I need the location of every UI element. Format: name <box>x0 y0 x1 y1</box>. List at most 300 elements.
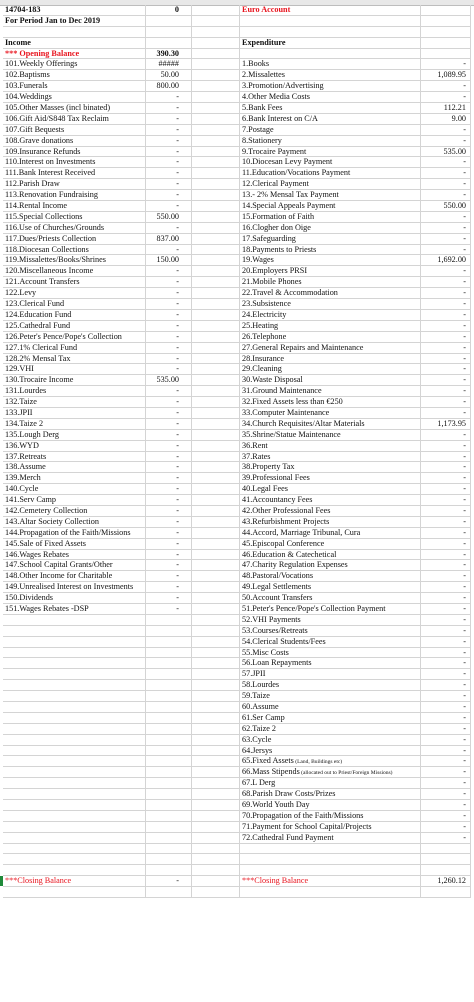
income-item-label[interactable]: 149.Unrealised Interest on Investments <box>3 582 146 592</box>
empty-cell[interactable] <box>192 408 240 418</box>
expenditure-item-label[interactable] <box>240 255 421 265</box>
empty-cell[interactable] <box>3 833 146 843</box>
expenditure-item-value[interactable]: - <box>421 59 471 69</box>
expenditure-item-label[interactable] <box>240 190 421 200</box>
empty-cell[interactable] <box>3 724 146 734</box>
expenditure-item-value[interactable]: - <box>421 484 471 494</box>
expenditure-item-label[interactable] <box>240 713 421 723</box>
expenditure-item-value[interactable]: - <box>421 179 471 189</box>
expenditure-item-label[interactable] <box>240 266 421 276</box>
empty-cell[interactable] <box>192 343 240 353</box>
expenditure-item-label[interactable] <box>240 746 421 756</box>
empty-cell[interactable] <box>192 255 240 265</box>
expenditure-item-value[interactable]: - <box>421 658 471 668</box>
expenditure-item-label[interactable] <box>240 833 421 843</box>
expenditure-item-value[interactable]: - <box>421 582 471 592</box>
empty-cell[interactable] <box>192 571 240 581</box>
income-item-label[interactable]: 115.Special Collections <box>3 212 146 222</box>
empty-cell[interactable] <box>192 648 240 658</box>
expenditure-item-value[interactable]: - <box>421 310 471 320</box>
income-item-value[interactable]: 150.00 <box>146 255 192 265</box>
empty-cell[interactable] <box>192 5 240 15</box>
expenditure-item-label[interactable] <box>240 735 421 745</box>
expenditure-item-value[interactable]: - <box>421 767 471 777</box>
expenditure-item-value[interactable]: - <box>421 822 471 832</box>
empty-cell[interactable] <box>192 201 240 211</box>
expenditure-item-value[interactable]: 535.00 <box>421 147 471 157</box>
empty-cell[interactable] <box>192 332 240 342</box>
empty-cell[interactable] <box>192 59 240 69</box>
expenditure-item-label[interactable] <box>240 702 421 712</box>
expenditure-item-label[interactable] <box>240 408 421 418</box>
empty-cell[interactable] <box>146 38 192 48</box>
expenditure-item-label[interactable] <box>240 789 421 799</box>
empty-cell[interactable] <box>192 582 240 592</box>
expenditure-item-value[interactable]: - <box>421 724 471 734</box>
expenditure-item-value[interactable]: 550.00 <box>421 201 471 211</box>
income-item-value[interactable]: - <box>146 419 192 429</box>
expenditure-item-value[interactable]: - <box>421 136 471 146</box>
account-code[interactable]: 14704-183 <box>3 5 146 15</box>
income-item-value[interactable]: - <box>146 495 192 505</box>
empty-cell[interactable] <box>192 299 240 309</box>
expenditure-item-label[interactable] <box>240 288 421 298</box>
empty-cell[interactable] <box>192 462 240 472</box>
expenditure-item-label[interactable] <box>240 419 421 429</box>
expenditure-item-label[interactable] <box>240 92 421 102</box>
income-item-value[interactable]: 800.00 <box>146 81 192 91</box>
empty-cell[interactable] <box>421 844 471 854</box>
expenditure-item-value[interactable]: 1,692.00 <box>421 255 471 265</box>
income-item-value[interactable]: - <box>146 103 192 113</box>
income-item-value[interactable]: - <box>146 321 192 331</box>
empty-cell[interactable] <box>3 691 146 701</box>
income-item-label[interactable]: 150.Dividends <box>3 593 146 603</box>
empty-cell[interactable] <box>192 789 240 799</box>
income-item-label[interactable]: 109.Insurance Refunds <box>3 147 146 157</box>
empty-cell[interactable] <box>192 441 240 451</box>
income-item-value[interactable]: - <box>146 245 192 255</box>
empty-cell[interactable] <box>192 811 240 821</box>
expenditure-item-label[interactable] <box>240 811 421 821</box>
income-item-value[interactable]: - <box>146 506 192 516</box>
income-item-value[interactable]: - <box>146 190 192 200</box>
expenditure-item-value[interactable]: - <box>421 288 471 298</box>
expenditure-item-value[interactable]: - <box>421 778 471 788</box>
income-item-label[interactable]: 143.Altar Society Collection <box>3 517 146 527</box>
expenditure-item-label[interactable] <box>240 212 421 222</box>
income-item-value[interactable]: - <box>146 364 192 374</box>
income-item-value[interactable]: - <box>146 604 192 614</box>
empty-cell[interactable] <box>146 887 192 897</box>
expenditure-item-value[interactable]: - <box>421 168 471 178</box>
expenditure-item-value[interactable]: - <box>421 713 471 723</box>
income-item-value[interactable]: - <box>146 517 192 527</box>
expenditure-item-label[interactable] <box>240 615 421 625</box>
expenditure-item-label[interactable] <box>240 767 421 777</box>
expenditure-item-value[interactable]: - <box>421 408 471 418</box>
empty-cell[interactable] <box>192 190 240 200</box>
income-item-value[interactable]: - <box>146 147 192 157</box>
income-item-label[interactable]: 132.Taize <box>3 397 146 407</box>
empty-cell[interactable] <box>192 364 240 374</box>
empty-cell[interactable] <box>146 713 192 723</box>
empty-cell[interactable] <box>146 648 192 658</box>
income-item-label[interactable]: 118.Diocesan Collections <box>3 245 146 255</box>
period-label[interactable]: For Period Jan to Dec 2019 <box>3 16 146 26</box>
expenditure-item-value[interactable]: - <box>421 648 471 658</box>
expenditure-item-value[interactable]: - <box>421 354 471 364</box>
income-item-value[interactable]: - <box>146 441 192 451</box>
expenditure-item-label[interactable] <box>240 495 421 505</box>
empty-cell[interactable] <box>192 506 240 516</box>
income-item-label[interactable]: 127.1% Clerical Fund <box>3 343 146 353</box>
empty-cell[interactable] <box>146 865 192 875</box>
empty-cell[interactable] <box>3 844 146 854</box>
empty-cell[interactable] <box>421 49 471 59</box>
empty-cell[interactable] <box>146 854 192 864</box>
empty-cell[interactable] <box>192 245 240 255</box>
income-item-label[interactable]: 133.JPII <box>3 408 146 418</box>
empty-cell[interactable] <box>192 495 240 505</box>
expenditure-item-label[interactable] <box>240 506 421 516</box>
empty-cell[interactable] <box>421 887 471 897</box>
empty-cell[interactable] <box>146 822 192 832</box>
income-item-value[interactable]: - <box>146 560 192 570</box>
income-item-label[interactable]: 103.Funerals <box>3 81 146 91</box>
account-flag[interactable]: 0 <box>146 5 192 15</box>
income-item-label[interactable]: 112.Parish Draw <box>3 179 146 189</box>
expenditure-heading[interactable]: Expenditure <box>240 38 421 48</box>
empty-cell[interactable] <box>3 702 146 712</box>
empty-cell[interactable] <box>146 767 192 777</box>
expenditure-item-label[interactable] <box>240 724 421 734</box>
expenditure-item-value[interactable]: - <box>421 669 471 679</box>
income-item-value[interactable]: - <box>146 539 192 549</box>
expenditure-item-value[interactable]: - <box>421 800 471 810</box>
empty-cell[interactable] <box>146 833 192 843</box>
expenditure-item-label[interactable] <box>240 125 421 135</box>
expenditure-item-label[interactable] <box>240 550 421 560</box>
income-item-label[interactable]: 126.Peter's Pence/Pope's Collection <box>3 332 146 342</box>
income-item-label[interactable]: 135.Lough Derg <box>3 430 146 440</box>
income-item-label[interactable]: 117.Dues/Priests Collection <box>3 234 146 244</box>
empty-cell[interactable] <box>192 223 240 233</box>
income-item-label[interactable]: 106.Gift Aid/S848 Tax Reclaim <box>3 114 146 124</box>
empty-cell[interactable] <box>3 756 146 766</box>
income-item-label[interactable]: 124.Education Fund <box>3 310 146 320</box>
expenditure-item-label[interactable] <box>240 800 421 810</box>
empty-cell[interactable] <box>192 473 240 483</box>
empty-cell[interactable] <box>192 560 240 570</box>
empty-cell[interactable] <box>192 746 240 756</box>
expenditure-item-value[interactable]: 112.21 <box>421 103 471 113</box>
expenditure-item-value[interactable]: - <box>421 746 471 756</box>
expenditure-item-value[interactable]: - <box>421 462 471 472</box>
empty-cell[interactable] <box>146 615 192 625</box>
income-item-value[interactable]: - <box>146 332 192 342</box>
income-item-value[interactable]: - <box>146 593 192 603</box>
empty-cell[interactable] <box>192 767 240 777</box>
expenditure-item-label[interactable] <box>240 539 421 549</box>
income-item-label[interactable]: 107.Gift Bequests <box>3 125 146 135</box>
empty-cell[interactable] <box>192 724 240 734</box>
expenditure-item-value[interactable]: - <box>421 626 471 636</box>
expenditure-item-label[interactable] <box>240 669 421 679</box>
expenditure-item-value[interactable]: - <box>421 833 471 843</box>
empty-cell[interactable] <box>192 81 240 91</box>
income-item-value[interactable]: - <box>146 125 192 135</box>
empty-cell[interactable] <box>192 691 240 701</box>
empty-cell[interactable] <box>3 822 146 832</box>
income-item-label[interactable]: 108.Grave donations <box>3 136 146 146</box>
empty-cell[interactable] <box>3 800 146 810</box>
expenditure-item-label[interactable] <box>240 452 421 462</box>
currency-label[interactable]: Euro Account <box>240 5 421 15</box>
expenditure-item-value[interactable]: - <box>421 789 471 799</box>
expenditure-item-label[interactable] <box>240 310 421 320</box>
empty-cell[interactable] <box>192 321 240 331</box>
empty-cell[interactable] <box>146 27 192 37</box>
expenditure-item-value[interactable]: - <box>421 386 471 396</box>
expenditure-item-value[interactable]: - <box>421 735 471 745</box>
expenditure-item-label[interactable] <box>240 103 421 113</box>
income-item-value[interactable]: - <box>146 277 192 287</box>
empty-cell[interactable] <box>192 800 240 810</box>
income-item-label[interactable]: 110.Interest on Investments <box>3 157 146 167</box>
empty-cell[interactable] <box>192 168 240 178</box>
income-item-value[interactable]: 837.00 <box>146 234 192 244</box>
expenditure-item-label[interactable] <box>240 332 421 342</box>
empty-cell[interactable] <box>192 125 240 135</box>
income-item-value[interactable]: - <box>146 582 192 592</box>
empty-cell[interactable] <box>192 430 240 440</box>
income-item-value[interactable]: - <box>146 114 192 124</box>
expenditure-item-value[interactable]: - <box>421 637 471 647</box>
empty-cell[interactable] <box>3 767 146 777</box>
income-item-label[interactable]: 144.Propagation of the Faith/Missions <box>3 528 146 538</box>
empty-cell[interactable] <box>3 789 146 799</box>
expenditure-item-label[interactable] <box>240 441 421 451</box>
income-item-value[interactable]: 50.00 <box>146 70 192 80</box>
empty-cell[interactable] <box>192 702 240 712</box>
empty-cell[interactable] <box>192 876 240 886</box>
expenditure-item-label[interactable] <box>240 593 421 603</box>
empty-cell[interactable] <box>146 746 192 756</box>
expenditure-item-value[interactable]: - <box>421 397 471 407</box>
income-item-value[interactable]: - <box>146 473 192 483</box>
empty-cell[interactable] <box>146 680 192 690</box>
empty-cell[interactable] <box>192 713 240 723</box>
expenditure-item-label[interactable] <box>240 430 421 440</box>
empty-cell[interactable] <box>192 70 240 80</box>
expenditure-item-value[interactable]: - <box>421 550 471 560</box>
empty-cell[interactable] <box>3 658 146 668</box>
empty-cell[interactable] <box>192 354 240 364</box>
expenditure-item-value[interactable]: - <box>421 691 471 701</box>
expenditure-item-label[interactable] <box>240 462 421 472</box>
empty-cell[interactable] <box>192 157 240 167</box>
empty-cell[interactable] <box>146 800 192 810</box>
empty-cell[interactable] <box>146 669 192 679</box>
income-item-label[interactable]: 140.Cycle <box>3 484 146 494</box>
empty-cell[interactable] <box>146 702 192 712</box>
empty-cell[interactable] <box>192 49 240 59</box>
empty-cell[interactable] <box>240 865 421 875</box>
empty-cell[interactable] <box>192 822 240 832</box>
empty-cell[interactable] <box>421 38 471 48</box>
income-item-label[interactable]: 121.Account Transfers <box>3 277 146 287</box>
expenditure-item-value[interactable]: 1,089.95 <box>421 70 471 80</box>
empty-cell[interactable] <box>3 680 146 690</box>
expenditure-item-label[interactable] <box>240 157 421 167</box>
expenditure-item-label[interactable] <box>240 375 421 385</box>
empty-cell[interactable] <box>192 539 240 549</box>
empty-cell[interactable] <box>3 615 146 625</box>
empty-cell[interactable] <box>192 865 240 875</box>
empty-cell[interactable] <box>3 713 146 723</box>
income-item-value[interactable]: - <box>146 201 192 211</box>
expenditure-item-label[interactable] <box>240 822 421 832</box>
expenditure-item-label[interactable] <box>240 201 421 211</box>
income-item-label[interactable]: 125.Cathedral Fund <box>3 321 146 331</box>
empty-cell[interactable] <box>3 887 146 897</box>
income-item-value[interactable]: - <box>146 484 192 494</box>
empty-cell[interactable] <box>192 854 240 864</box>
income-item-label[interactable]: 114.Rental Income <box>3 201 146 211</box>
income-item-label[interactable]: 111.Bank Interest Received <box>3 168 146 178</box>
empty-cell[interactable] <box>192 212 240 222</box>
income-item-label[interactable]: 122.Levy <box>3 288 146 298</box>
expenditure-item-value[interactable]: - <box>421 92 471 102</box>
opening-balance-value[interactable]: 390.30 <box>146 49 192 59</box>
empty-cell[interactable] <box>421 5 471 15</box>
income-item-label[interactable]: 141.Serv Camp <box>3 495 146 505</box>
empty-cell[interactable] <box>192 528 240 538</box>
expenditure-item-value[interactable]: - <box>421 517 471 527</box>
expenditure-item-value[interactable]: - <box>421 212 471 222</box>
empty-cell[interactable] <box>192 484 240 494</box>
expenditure-item-label[interactable] <box>240 778 421 788</box>
expenditure-item-label[interactable] <box>240 637 421 647</box>
empty-cell[interactable] <box>192 27 240 37</box>
expenditure-item-value[interactable]: - <box>421 506 471 516</box>
income-item-label[interactable]: 102.Baptisms <box>3 70 146 80</box>
expenditure-item-label[interactable] <box>240 299 421 309</box>
expenditure-item-value[interactable]: - <box>421 277 471 287</box>
expenditure-item-label[interactable] <box>240 658 421 668</box>
income-item-value[interactable]: - <box>146 408 192 418</box>
expenditure-item-label[interactable] <box>240 179 421 189</box>
empty-cell[interactable] <box>192 604 240 614</box>
expenditure-item-value[interactable]: - <box>421 81 471 91</box>
empty-cell[interactable] <box>192 658 240 668</box>
empty-cell[interactable] <box>192 266 240 276</box>
expenditure-item-value[interactable]: - <box>421 190 471 200</box>
empty-cell[interactable] <box>192 778 240 788</box>
empty-cell[interactable] <box>192 637 240 647</box>
income-item-label[interactable]: 147.School Capital Grants/Other <box>3 560 146 570</box>
expenditure-item-value[interactable]: - <box>421 343 471 353</box>
empty-cell[interactable] <box>192 288 240 298</box>
empty-cell[interactable] <box>3 669 146 679</box>
expenditure-item-label[interactable] <box>240 245 421 255</box>
empty-cell[interactable] <box>146 844 192 854</box>
expenditure-item-value[interactable]: - <box>421 811 471 821</box>
empty-cell[interactable] <box>3 27 146 37</box>
income-item-label[interactable]: 104.Weddings <box>3 92 146 102</box>
empty-cell[interactable] <box>192 234 240 244</box>
expenditure-item-label[interactable] <box>240 70 421 80</box>
empty-cell[interactable] <box>192 386 240 396</box>
expenditure-item-value[interactable]: - <box>421 604 471 614</box>
expenditure-item-label[interactable] <box>240 571 421 581</box>
empty-cell[interactable] <box>146 756 192 766</box>
empty-cell[interactable] <box>192 375 240 385</box>
empty-cell[interactable] <box>421 27 471 37</box>
empty-cell[interactable] <box>240 844 421 854</box>
expenditure-item-value[interactable]: - <box>421 266 471 276</box>
expenditure-item-value[interactable]: - <box>421 375 471 385</box>
expenditure-item-label[interactable] <box>240 473 421 483</box>
empty-cell[interactable] <box>192 147 240 157</box>
expenditure-item-value[interactable]: - <box>421 125 471 135</box>
expenditure-item-value[interactable]: - <box>421 452 471 462</box>
empty-cell[interactable] <box>192 887 240 897</box>
expenditure-item-value[interactable]: - <box>421 157 471 167</box>
expenditure-item-value[interactable]: - <box>421 364 471 374</box>
empty-cell[interactable] <box>240 854 421 864</box>
expenditure-item-value[interactable]: - <box>421 571 471 581</box>
expenditure-item-value[interactable]: - <box>421 473 471 483</box>
expenditure-item-label[interactable] <box>240 223 421 233</box>
income-item-value[interactable]: - <box>146 386 192 396</box>
income-item-value[interactable]: - <box>146 266 192 276</box>
income-item-value[interactable]: - <box>146 223 192 233</box>
expenditure-item-label[interactable] <box>240 321 421 331</box>
income-item-value[interactable]: - <box>146 430 192 440</box>
empty-cell[interactable] <box>192 615 240 625</box>
expenditure-item-label[interactable] <box>240 560 421 570</box>
income-closing-value[interactable]: - <box>146 876 192 886</box>
expenditure-item-label[interactable] <box>240 364 421 374</box>
expenditure-item-value[interactable]: - <box>421 615 471 625</box>
expenditure-item-value[interactable]: - <box>421 560 471 570</box>
empty-cell[interactable] <box>192 550 240 560</box>
expenditure-item-value[interactable]: - <box>421 223 471 233</box>
empty-cell[interactable] <box>192 452 240 462</box>
expenditure-item-label[interactable] <box>240 691 421 701</box>
empty-cell[interactable] <box>240 887 421 897</box>
income-item-label[interactable]: 136.WYD <box>3 441 146 451</box>
expenditure-item-value[interactable]: 1,173.95 <box>421 419 471 429</box>
expenditure-closing-label[interactable]: ***Closing Balance <box>240 876 421 886</box>
empty-cell[interactable] <box>192 136 240 146</box>
empty-cell[interactable] <box>192 114 240 124</box>
expenditure-item-label[interactable] <box>240 397 421 407</box>
empty-cell[interactable] <box>192 310 240 320</box>
income-item-value[interactable]: - <box>146 157 192 167</box>
empty-cell[interactable] <box>146 691 192 701</box>
empty-cell[interactable] <box>146 724 192 734</box>
empty-cell[interactable] <box>421 16 471 26</box>
expenditure-item-value[interactable]: - <box>421 528 471 538</box>
expenditure-item-value[interactable]: - <box>421 234 471 244</box>
income-item-value[interactable]: - <box>146 343 192 353</box>
empty-cell[interactable] <box>192 38 240 48</box>
expenditure-item-label[interactable] <box>240 756 421 766</box>
income-item-label[interactable]: 123.Clerical Fund <box>3 299 146 309</box>
